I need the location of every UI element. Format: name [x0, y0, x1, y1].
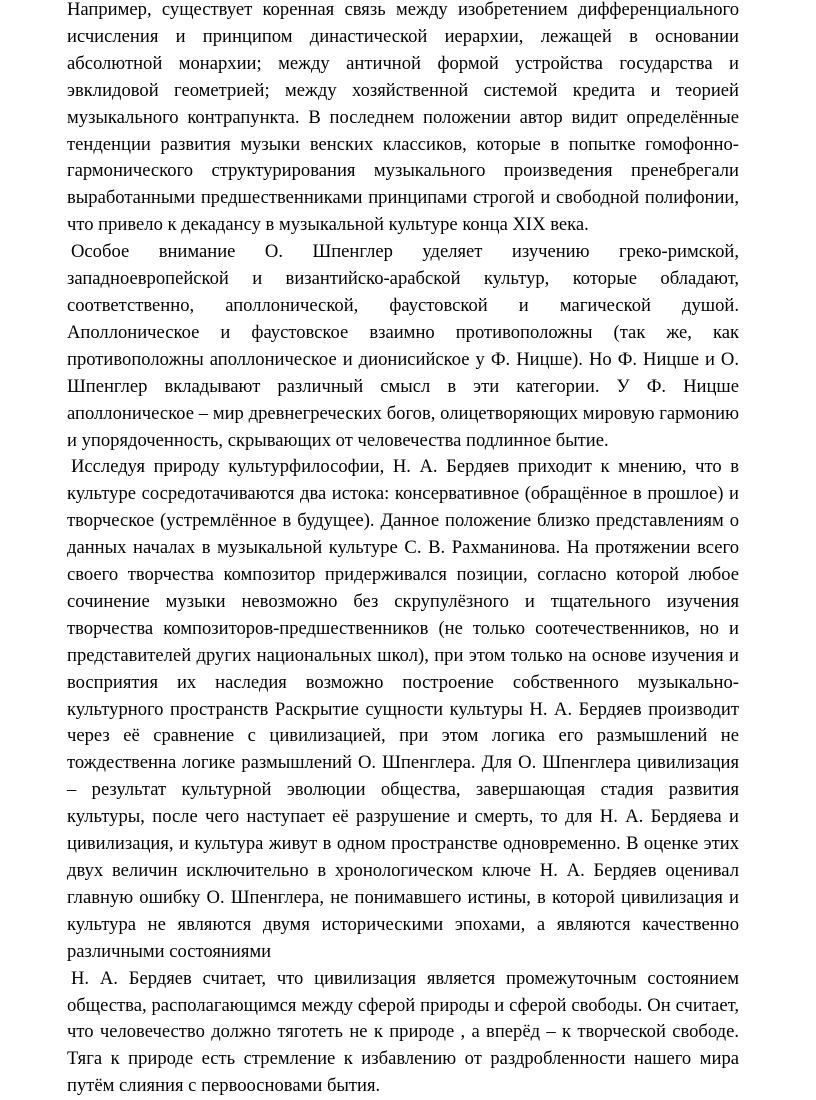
paragraph-spengler-connections: Например, существует коренная связь между изобретением дифференциального исчисления и принципом династической иерархии, лежащей в основании абсолютной монархии; между античной формой устройства государства и эвклидовой геометрией; между хозяйственной системой кредита и теорией музыкального контрапункта. В последнем положении автор видит определённые тенденции развития музыки венских классиков, которые в попытке гомофонно-гармонического структурирования музыкального произведения пренебрегали выработанными предшественниками принципами строгой и свободной полифонии, что привело к декадансу в музыкальной культуре конца XIX века.	[67, 0, 739, 236]
paragraph-spengler-cultures: Особое внимание О. Шпенглер уделяет изучению греко-римской, западноевропейской и византийско-арабской культур, которые обладают, соответственно, аполлонической, фаустовской и магической душой. Аполлоническое и фаустовское взаимно противоположны (так же, как противоположны аполлоническое и дионисийское у Ф. Ницше). Но Ф. Ницше и О. Шпенглер вкладывают различный смысл в эти категории. У Ф. Ницше аполлоническое – мир древнегреческих богов, олицетворяющих мировую гармонию и упорядоченность, скрывающих от человечества подлинное бытие.	[67, 241, 739, 451]
paragraph-berdyaev-civilization: Н. А. Бердяев считает, что цивилизация является промежуточным состоянием общества, располагающимся между сферой природы и сферой свободы. Он считает, что человечество должно тяготеть не к природе , а вперёд – к творческой свободе. Тяга к природе есть стремление к избавлению от раздробленности нашего мира путём слияния с первоосновами бытия.	[67, 967, 739, 1097]
document-page	[67, 0, 739, 1100]
paragraph-berdyaev-culture: Исследуя природу культурфилософии, Н. А. Бердяев приходит к мнению, что в культуре сосредотачиваются два истока: консервативное (обращённое в прошлое) и творческое (устремлённое в будущее). Данное положение близко представлениям о данных началах в музыкальной культуре С. В. Рахманинова. На протяжении всего своего творчества композитор придерживался позиции, согласно которой любое сочинение музыки невозможно без скрупулёзного и тщательного изучения творчества композиторов-предшественников (не только соотечественников, но и представителей других национальных школ), при этом только на основе изучения и восприятия их наследия возможно построение собственного музыкально-культурного пространств Раскрытие сущности культуры Н. А. Бердяев производит через её сравнение с цивилизацией, при этом логика его размышлений не тождественна логике размышлений О. Шпенглера. Для О. Шпенглера цивилизация – результат культурной эволюции общества, завершающая стадия развития культуры, после чего наступает её разрушение и смерть, то для Н. А. Бердяева и цивилизация, и культура живут в одном пространстве одновременно. В оценке этих двух величин исключительно в хронологическом ключе Н. А. Бердяев оценивал главную ошибку О. Шпенглера, не понимавшего истины, в которой цивилизация и культура не являются двумя историческими эпохами, а являются качественно различными состояниями	[67, 456, 739, 962]
